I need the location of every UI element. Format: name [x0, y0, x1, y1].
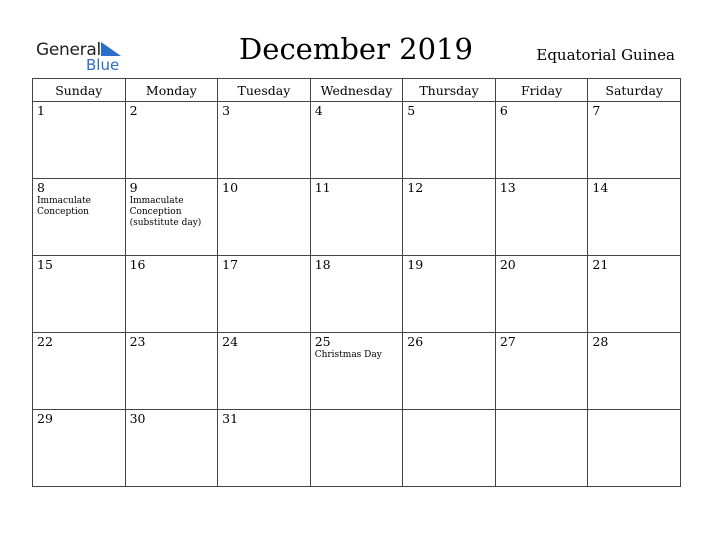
weekday-sunday: Sunday: [33, 79, 126, 102]
day-number: 17: [222, 257, 239, 272]
calendar-grid: [32, 78, 681, 487]
week-row: [33, 179, 681, 256]
day-cell: [218, 333, 311, 410]
day-number: 29: [37, 411, 53, 426]
day-cell: [125, 179, 218, 256]
day-cell: [403, 256, 496, 333]
weekday-thursday: Thursday: [403, 79, 496, 102]
day-number: 2: [129, 103, 138, 118]
day-number: 3: [222, 103, 231, 118]
day-cell: [33, 179, 126, 256]
day-cell: [218, 179, 311, 256]
day-number: 18: [314, 257, 331, 272]
day-number: 1: [37, 103, 45, 118]
day-cell: [588, 179, 681, 256]
weekday-tuesday: Tuesday: [218, 79, 311, 102]
day-number: 30: [129, 411, 146, 426]
country-name: Equatorial Guinea: [536, 46, 675, 64]
week-row: [33, 256, 681, 333]
day-cell: [403, 102, 496, 179]
day-number: 13: [499, 180, 516, 195]
day-cell: [218, 410, 311, 487]
day-number: 15: [37, 257, 53, 272]
day-number: 27: [499, 334, 516, 349]
weekday-monday: Monday: [125, 79, 218, 102]
day-cell: [588, 102, 681, 179]
day-number: 22: [37, 334, 53, 349]
day-cell: [125, 333, 218, 410]
day-cell: [310, 410, 403, 487]
day-cell: [495, 256, 588, 333]
day-cell: [33, 256, 126, 333]
day-number: 20: [499, 257, 516, 272]
day-number: 16: [129, 257, 146, 272]
day-number: 23: [129, 334, 146, 349]
day-cell: [218, 102, 311, 179]
weekday-header-row: [33, 79, 681, 102]
day-cell: [125, 102, 218, 179]
week-row: [33, 410, 681, 487]
day-cell: [33, 102, 126, 179]
day-number: 12: [407, 180, 424, 195]
day-cell: [588, 256, 681, 333]
day-number: 10: [222, 180, 239, 195]
weekday-friday: Friday: [495, 79, 588, 102]
day-number: 6: [499, 103, 508, 118]
holiday-label: Immaculate Conception (substitute day): [129, 196, 202, 228]
day-number: 28: [592, 334, 609, 349]
day-number: 5: [407, 103, 416, 118]
logo-word-blue: Blue: [86, 56, 120, 74]
day-number: 25: [314, 334, 331, 349]
day-cell: [310, 333, 403, 410]
day-cell: [125, 410, 218, 487]
day-number: 19: [407, 257, 424, 272]
day-cell: [403, 333, 496, 410]
weekday-wednesday: Wednesday: [310, 79, 403, 102]
day-number: 26: [407, 334, 424, 349]
day-number: 7: [592, 103, 601, 118]
holiday-label: Immaculate Conception: [37, 196, 92, 217]
page-title: December 2019: [239, 32, 473, 66]
weekday-saturday: Saturday: [588, 79, 681, 102]
day-cell: [403, 179, 496, 256]
day-cell: [495, 179, 588, 256]
day-cell: [588, 410, 681, 487]
day-cell: [218, 256, 311, 333]
day-number: 4: [314, 103, 323, 118]
day-number: 24: [222, 334, 239, 349]
day-cell: [495, 410, 588, 487]
day-cell: [588, 333, 681, 410]
day-number: 14: [592, 180, 609, 195]
day-cell: [310, 179, 403, 256]
day-cell: [310, 102, 403, 179]
holiday-label: Christmas Day: [314, 350, 382, 360]
day-number: 31: [222, 411, 239, 426]
day-number: 8: [37, 180, 45, 195]
day-cell: [125, 256, 218, 333]
day-number: 9: [129, 180, 138, 195]
day-cell: [33, 333, 126, 410]
week-row: [33, 102, 681, 179]
day-cell: [403, 410, 496, 487]
week-row: [33, 333, 681, 410]
logo-word-general: General: [36, 40, 101, 60]
day-cell: [33, 410, 126, 487]
day-cell: [310, 256, 403, 333]
day-cell: [495, 102, 588, 179]
day-number: 21: [592, 257, 609, 272]
day-cell: [495, 333, 588, 410]
day-number: 11: [314, 180, 331, 195]
